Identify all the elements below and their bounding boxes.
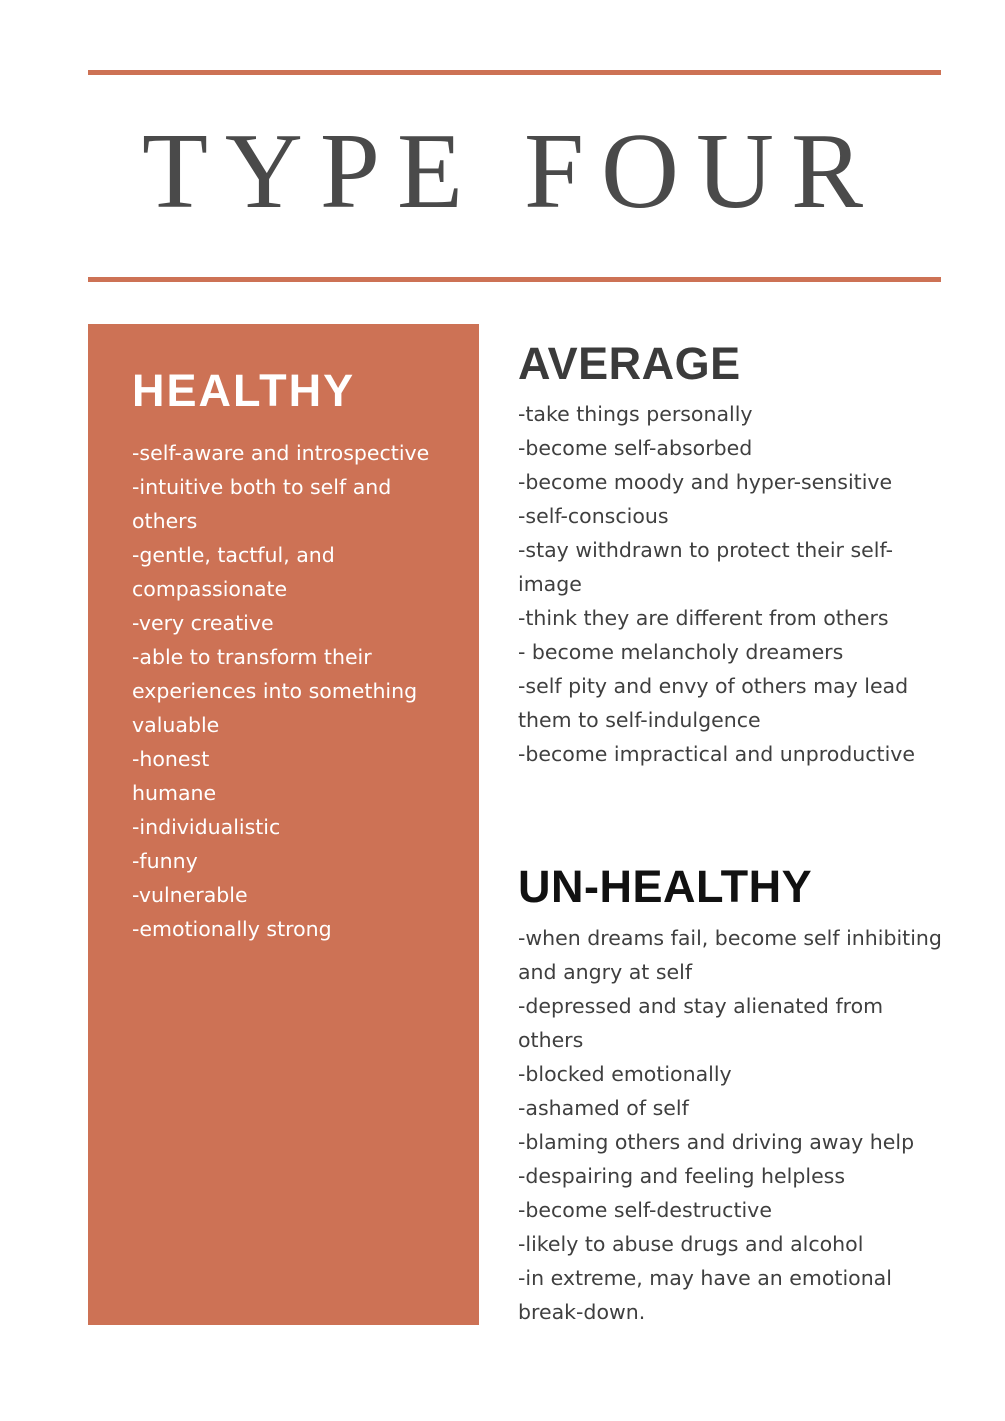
list-item: -stay withdrawn to protect their self-image: [518, 538, 893, 597]
list-item: -individualistic: [132, 814, 281, 839]
list-item: -funny: [132, 848, 198, 873]
list-item: -self pity and envy of others may lead them to self-indulgence: [518, 674, 909, 733]
list-item: -vulnerable: [132, 882, 248, 907]
divider-bottom: [88, 277, 941, 282]
list-item: -take things personally: [518, 402, 753, 427]
section-healthy-heading: HEALTHY: [132, 365, 356, 416]
page-title: TYPE FOUR: [141, 112, 881, 231]
list-item: -in extreme, may have an emotional break-down.: [518, 1265, 892, 1324]
list-item: -blocked emotionally: [518, 1061, 732, 1086]
list-item: -become impractical and unproductive: [518, 742, 916, 767]
list-item: -when dreams fail, become self inhibiting and angry at self: [518, 925, 942, 984]
list-item: -ashamed of self: [518, 1095, 689, 1120]
list-item: - become melancholy dreamers: [518, 640, 844, 665]
section-healthy: [88, 324, 479, 1325]
list-item: -intuitive both to self and others: [132, 474, 392, 533]
list-item: -honest: [132, 746, 210, 771]
list-item: -depressed and stay alienated from others: [518, 993, 884, 1052]
list-item: -emotionally strong: [132, 916, 332, 941]
list-item: -able to transform their experiences into something valuable: [132, 644, 418, 737]
list-item: -gentle, tactful, and compassionate: [132, 542, 335, 601]
list-item: -think they are different from others: [518, 606, 889, 631]
list-item: -likely to abuse drugs and alcohol: [518, 1231, 864, 1256]
section-average-heading: AVERAGE: [518, 338, 741, 389]
section-unhealthy-list: [518, 921, 948, 1329]
section-unhealthy: [518, 863, 948, 1328]
list-item: -become self-absorbed: [518, 436, 753, 461]
right-column: [518, 340, 948, 1329]
list-item: -very creative: [132, 610, 274, 635]
list-item: -become self-destructive: [518, 1197, 772, 1222]
divider-top: [88, 70, 941, 75]
section-healthy-list: [132, 436, 449, 946]
list-item: -self-aware and introspective: [132, 440, 430, 465]
list-item: -despairing and feeling helpless: [518, 1163, 846, 1188]
list-item: -self-conscious: [518, 504, 669, 529]
list-item: -blaming others and driving away help: [518, 1129, 915, 1154]
section-average-list: [518, 397, 948, 771]
section-average: [518, 340, 948, 771]
section-unhealthy-heading: UN-HEALTHY: [518, 861, 813, 913]
list-item: -become moody and hyper-sensitive: [518, 470, 893, 495]
list-item: humane: [132, 780, 217, 805]
